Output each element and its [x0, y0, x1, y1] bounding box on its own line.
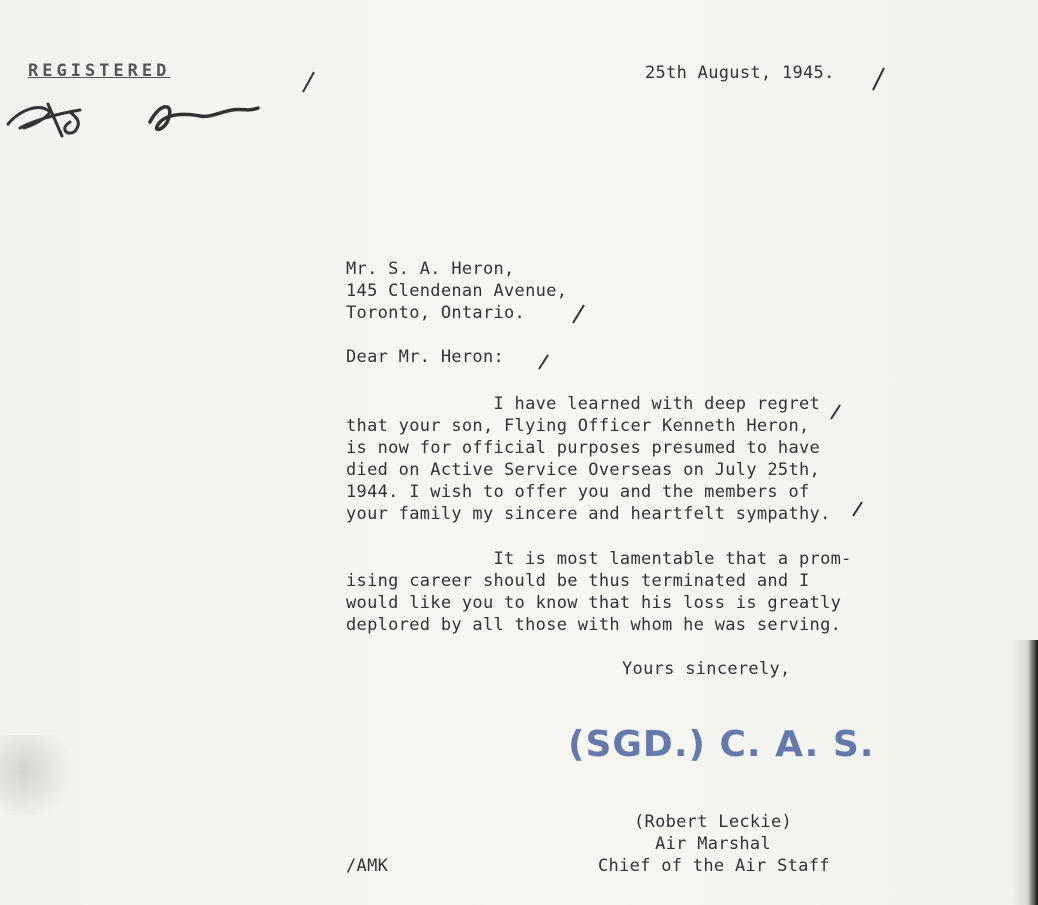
- paragraph-line: ising career should be thus terminated and I: [346, 571, 810, 591]
- registered-mark: REGISTERED: [28, 61, 171, 81]
- body-paragraph-1: [346, 393, 831, 525]
- paragraph-line: deplored by all those with whom he was serving.: [346, 615, 842, 635]
- recipient-address: [346, 258, 567, 324]
- paragraph-line: would like you to know that his loss is greatly: [346, 593, 842, 613]
- paragraph-line: your family my sincere and heartfelt sympathy.: [346, 504, 831, 524]
- paper-smudge: [0, 735, 80, 815]
- paragraph-line: died on Active Service Overseas on July 25th,: [346, 460, 821, 480]
- handwritten-initials: [0, 92, 260, 152]
- paragraph-line: It is most lamentable that a prom-: [346, 549, 852, 569]
- closing: Yours sincerely,: [622, 659, 791, 679]
- signatory-block: [598, 811, 830, 877]
- signatory-line: Air Marshal: [634, 834, 771, 854]
- reference-initials: /AMK: [346, 856, 389, 876]
- paper-edge-shadow: [1012, 640, 1038, 905]
- check-mark: [300, 70, 316, 94]
- check-mark: [536, 353, 550, 371]
- paragraph-line: 1944. I wish to offer you and the members of: [346, 482, 810, 502]
- salutation: Dear Mr. Heron:: [346, 347, 505, 367]
- address-line: 145 Clendenan Avenue,: [346, 281, 568, 301]
- body-paragraph-2: [346, 548, 852, 636]
- paragraph-line: is now for official purposes presumed to have: [346, 438, 821, 458]
- letter-date: 25th August, 1945.: [645, 63, 835, 83]
- signature-stamp: (SGD.) C. A. S.: [568, 724, 875, 765]
- address-line: Toronto, Ontario.: [346, 303, 526, 323]
- paragraph-line: I have learned with deep regret: [346, 394, 821, 414]
- signatory-line: (Robert Leckie): [634, 812, 793, 832]
- paragraph-line: that your son, Flying Officer Kenneth Heron,: [346, 416, 810, 436]
- check-mark: [570, 303, 586, 325]
- check-mark: [870, 66, 886, 92]
- signatory-line: Chief of the Air Staff: [598, 856, 830, 876]
- check-mark: [850, 500, 864, 518]
- address-line: Mr. S. A. Heron,: [346, 259, 515, 279]
